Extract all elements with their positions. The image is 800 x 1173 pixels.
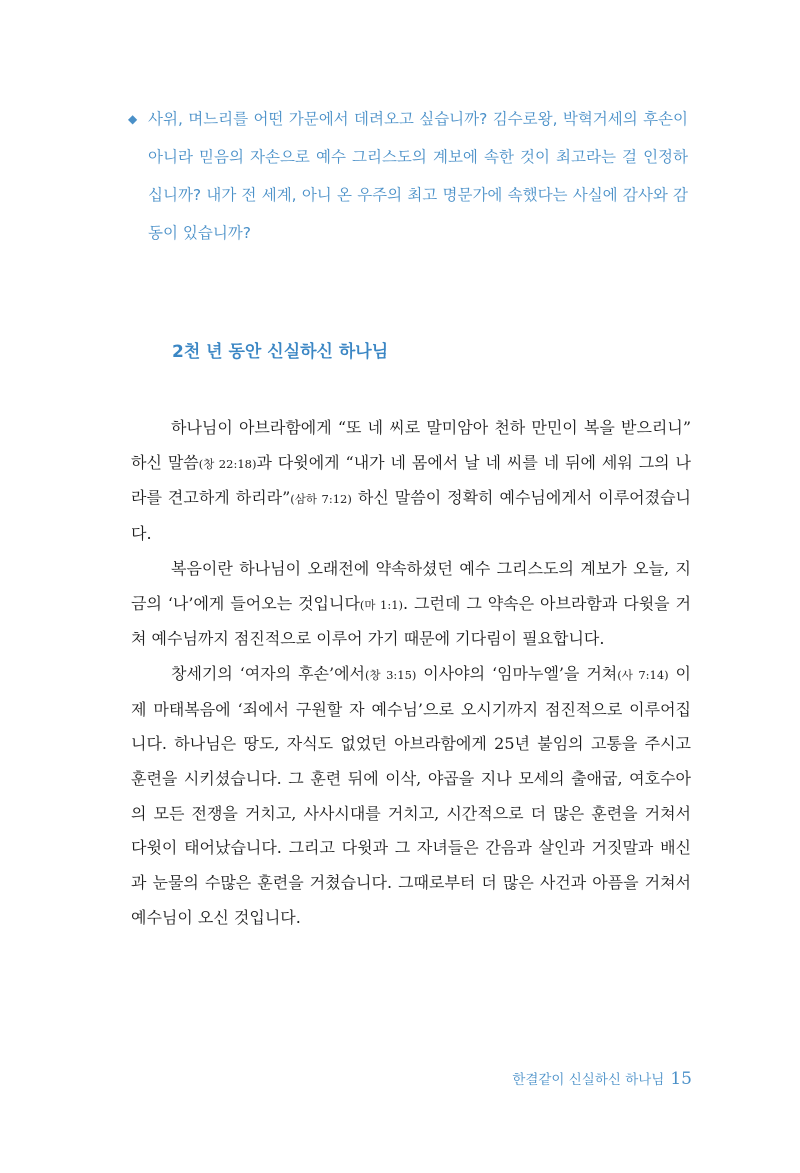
scripture-reference: (마 1:1) — [359, 597, 404, 612]
paragraph: 창세기의 ‘여자의 후손’에서(창 3:15) 이사야의 ‘임마누엘’을 거쳐(사 7:14) 이제 마태복음에 ‘죄에서 구원할 자 예수님’으로 오시기까지 점진적으로 이루어집니다. 하나님은 땅도, 자식도 없었던 아브라함에게 25년 불임의 고통을 주시고 훈련을 시키셨습니다. 그 훈련 뒤에 이삭, 야곱을 지나 모세의 출애굽, 여호수아의 모든 전쟁을 거치고, 사사시대를 거치고, 시간적으로 더 많은 훈련을 거쳐서 다윗이 태어났습니다. 그리고 다윗과 그 자녀들은 간음과 살인과 거짓말과 배신과 눈물의 수많은 훈련을 거쳤습니다. 그때로부터 더 많은 사건과 아픔을 거쳐서 예수님이 오신 것입니다. — [131, 663, 691, 927]
page-number: 15 — [670, 1069, 692, 1089]
page-footer — [512, 1068, 692, 1089]
scripture-reference: (창 22:18) — [198, 456, 257, 471]
reflection-question — [128, 100, 688, 252]
scripture-reference: (사 7:14) — [617, 667, 669, 682]
diamond-bullet-icon: ◆ — [128, 112, 138, 126]
section-heading: 2천 년 동안 신실하신 하나님 — [172, 342, 389, 362]
question-text: 사위, 며느리를 어떤 가문에서 데려오고 싶습니까? 김수로왕, 박혁거세의 후손이 아니라 믿음의 자손으로 예수 그리스도의 계보에 속한 것이 최고라는 걸 인정하십니까? 내가 전 세계, 아니 온 우주의 최고 명문가에 속했다는 사실에 감사와 감동이 있습니까? — [148, 110, 688, 242]
scripture-reference: (삼하 7:12) — [290, 492, 352, 507]
scripture-reference: (창 3:15) — [365, 667, 417, 682]
running-chapter-title: 한결같이 신실하신 하나님 — [512, 1072, 665, 1088]
paragraph: 하나님이 아브라함에게 “또 네 씨로 말미암아 천하 만민이 복을 받으리니” 하신 말씀(창 22:18)과 다윗에게 “내가 네 몸에서 날 네 씨를 네 뒤에 세워 그의 나라를 견고하게 하리라”(삼하 7:12) 하신 말씀이 정확히 예수님에게서 이루어졌습니다. — [131, 418, 691, 544]
body-text — [131, 411, 691, 936]
paragraph: 복음이란 하나님이 오래전에 약속하셨던 예수 그리스도의 계보가 오늘, 지금의 ‘나’에게 들어오는 것입니다(마 1:1). 그런데 그 약속은 아브라함과 다윗을 거쳐 예수님까지 점진적으로 이루어 가기 때문에 기다림이 필요합니다. — [131, 558, 692, 649]
